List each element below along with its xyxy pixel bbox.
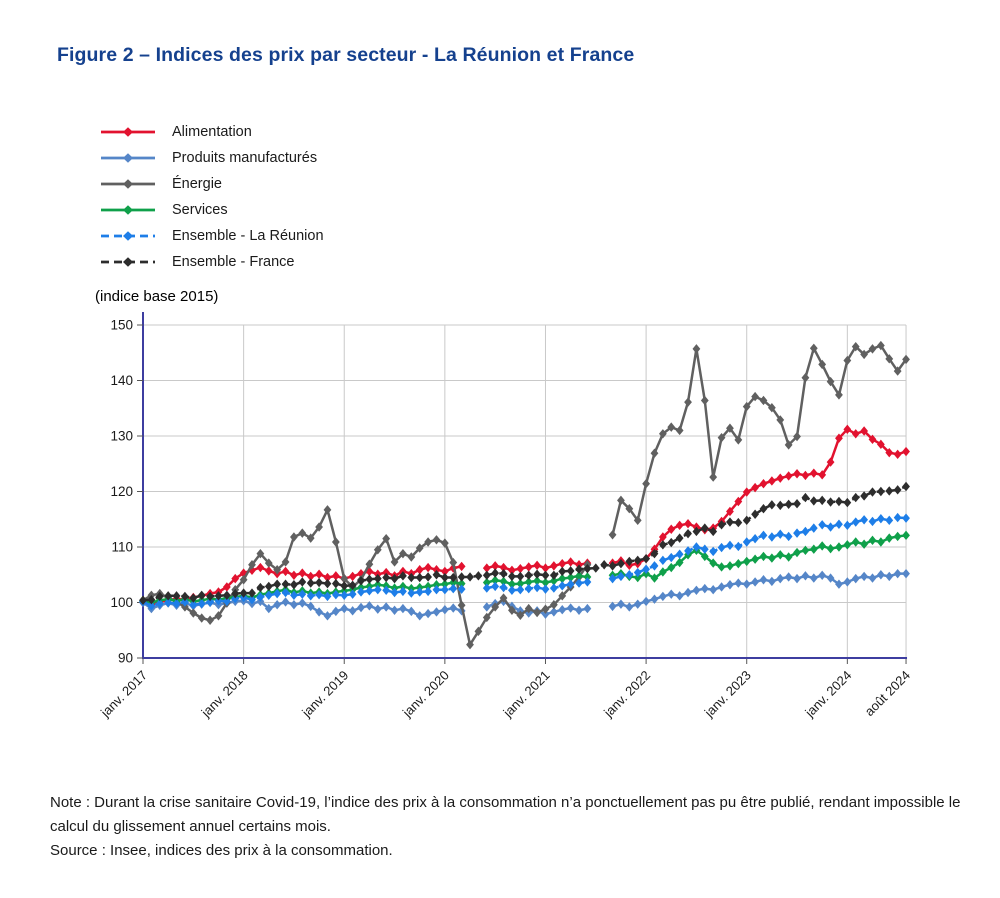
data-point-diamond xyxy=(768,532,776,541)
legend-label: Ensemble - France xyxy=(172,254,295,270)
data-point-diamond xyxy=(818,571,826,580)
data-point-diamond xyxy=(793,499,801,508)
data-point-diamond xyxy=(508,572,516,581)
data-point-diamond xyxy=(860,515,868,524)
data-point-diamond xyxy=(600,560,608,569)
data-point-diamond xyxy=(776,473,784,482)
data-point-diamond xyxy=(877,514,885,523)
data-point-diamond xyxy=(768,553,776,562)
data-point-diamond xyxy=(516,572,524,581)
data-point-diamond xyxy=(298,577,306,586)
data-point-diamond xyxy=(357,576,365,585)
gridlines xyxy=(143,325,906,658)
data-point-diamond xyxy=(709,547,717,556)
data-point-diamond xyxy=(852,537,860,546)
data-point-diamond xyxy=(701,523,709,532)
data-point-diamond xyxy=(827,522,835,531)
data-point-diamond xyxy=(835,497,843,506)
y-tick-label: 110 xyxy=(111,539,133,555)
data-point-diamond xyxy=(718,562,726,571)
data-point-diamond xyxy=(810,545,818,554)
data-point-diamond xyxy=(609,530,617,539)
data-point-diamond xyxy=(843,540,851,549)
data-point-diamond xyxy=(550,561,558,570)
data-point-diamond xyxy=(542,571,550,580)
legend-label: Services xyxy=(172,202,228,218)
data-point-diamond xyxy=(273,579,281,588)
data-point-diamond xyxy=(651,561,659,570)
data-point-diamond xyxy=(567,603,575,612)
data-point-diamond xyxy=(776,550,784,559)
data-point-diamond xyxy=(290,532,298,541)
data-point-diamond xyxy=(852,493,860,502)
data-point-diamond xyxy=(701,396,709,405)
data-point-diamond xyxy=(734,578,742,587)
data-point-diamond xyxy=(332,607,340,616)
data-point-diamond xyxy=(802,493,810,502)
data-point-diamond xyxy=(701,545,709,554)
data-point-diamond xyxy=(751,555,759,564)
data-point-diamond xyxy=(298,598,306,607)
data-point-diamond xyxy=(776,501,784,510)
data-point-diamond xyxy=(902,531,910,540)
data-point-diamond xyxy=(902,513,910,522)
data-point-diamond xyxy=(265,582,273,591)
data-point-diamond xyxy=(835,542,843,551)
data-point-diamond xyxy=(852,517,860,526)
data-point-diamond xyxy=(483,602,491,611)
y-axis-unit-label: (indice base 2015) xyxy=(95,288,219,305)
data-point-diamond xyxy=(516,585,524,594)
data-point-diamond xyxy=(550,583,558,592)
legend-label: Énergie xyxy=(172,176,222,192)
data-point-diamond xyxy=(416,611,424,620)
data-point-diamond xyxy=(424,563,432,572)
data-point-diamond xyxy=(625,602,633,611)
data-point-diamond xyxy=(533,608,541,617)
data-point-diamond xyxy=(441,585,449,594)
data-point-diamond xyxy=(810,468,818,477)
data-point-diamond xyxy=(684,519,692,528)
data-point-diamond xyxy=(785,471,793,480)
data-point-diamond xyxy=(810,523,818,532)
data-point-diamond xyxy=(709,585,717,594)
data-point-diamond xyxy=(542,584,550,593)
data-point-diamond xyxy=(315,569,323,578)
data-point-diamond xyxy=(642,597,650,606)
data-point-diamond xyxy=(684,588,692,597)
data-point-diamond xyxy=(525,584,533,593)
x-tick-label: janv. 2022 xyxy=(600,667,654,720)
data-point-diamond xyxy=(709,472,717,481)
data-point-diamond xyxy=(609,602,617,611)
data-point-diamond xyxy=(726,561,734,570)
data-point-diamond xyxy=(684,529,692,538)
legend-label: Alimentation xyxy=(172,124,252,140)
data-point-diamond xyxy=(324,611,332,620)
data-point-diamond xyxy=(458,562,466,571)
data-point-diamond xyxy=(424,587,432,596)
data-point-diamond xyxy=(793,574,801,583)
x-tick-label: janv. 2024 xyxy=(802,667,855,720)
y-tick-label: 100 xyxy=(110,595,133,610)
data-point-diamond xyxy=(206,616,214,625)
data-point-diamond xyxy=(282,597,290,606)
data-point-diamond xyxy=(693,344,701,353)
data-point-diamond xyxy=(785,572,793,581)
data-point-diamond xyxy=(567,566,575,575)
data-point-diamond xyxy=(869,517,877,526)
data-point-diamond xyxy=(458,572,466,581)
data-point-diamond xyxy=(298,568,306,577)
data-point-diamond xyxy=(894,450,902,459)
data-point-diamond xyxy=(869,573,877,582)
data-point-diamond xyxy=(785,532,793,541)
data-point-diamond xyxy=(625,570,633,579)
figure-notes xyxy=(50,791,995,863)
data-point-diamond xyxy=(642,479,650,488)
data-point-diamond xyxy=(617,599,625,608)
y-tick-label: 120 xyxy=(110,484,133,499)
legend-label: Produits manufacturés xyxy=(172,150,318,166)
data-point-diamond xyxy=(877,537,885,546)
data-point-diamond xyxy=(894,485,902,494)
data-point-diamond xyxy=(533,583,541,592)
data-point-diamond xyxy=(667,553,675,562)
data-point-diamond xyxy=(533,561,541,570)
data-point-diamond xyxy=(785,500,793,509)
source-text: Source : Insee, indices des prix à la consommation. xyxy=(50,842,393,859)
data-point-diamond xyxy=(843,577,851,586)
data-point-diamond xyxy=(198,613,206,622)
data-point-diamond xyxy=(558,581,566,590)
data-point-diamond xyxy=(332,537,340,546)
data-point-diamond xyxy=(743,537,751,546)
data-point-diamond xyxy=(718,543,726,552)
data-point-diamond xyxy=(466,572,474,581)
data-point-diamond xyxy=(734,559,742,568)
y-tick-label: 90 xyxy=(117,650,133,666)
data-point-diamond xyxy=(558,567,566,576)
data-point-diamond xyxy=(885,516,893,525)
data-point-diamond xyxy=(676,533,684,542)
data-point-diamond xyxy=(726,580,734,589)
axes xyxy=(142,312,907,658)
x-tick-label: août 2024 xyxy=(861,667,914,720)
data-point-diamond xyxy=(693,586,701,595)
data-point-diamond xyxy=(768,476,776,485)
data-point-diamond xyxy=(877,487,885,496)
y-tick-label: 150 xyxy=(110,317,133,333)
data-point-diamond xyxy=(793,528,801,537)
data-point-diamond xyxy=(525,562,533,571)
data-point-diamond xyxy=(902,447,910,456)
x-tick-label: janv. 2020 xyxy=(399,667,452,720)
data-point-diamond xyxy=(877,570,885,579)
data-point-diamond xyxy=(785,552,793,561)
data-point-diamond xyxy=(659,592,667,601)
legend-label: Ensemble - La Réunion xyxy=(172,228,324,244)
data-point-diamond xyxy=(558,605,566,614)
data-point-diamond xyxy=(869,536,877,545)
data-point-diamond xyxy=(676,521,684,530)
data-point-diamond xyxy=(885,533,893,542)
data-point-diamond xyxy=(424,572,432,581)
data-point-diamond xyxy=(885,572,893,581)
data-point-diamond xyxy=(458,601,466,610)
data-point-diamond xyxy=(349,606,357,615)
data-point-diamond xyxy=(584,577,592,586)
data-point-diamond xyxy=(256,563,264,572)
data-point-diamond xyxy=(298,528,306,537)
data-point-diamond xyxy=(382,602,390,611)
figure-title: Figure 2 – Indices des prix par secteur - La Réunion et France xyxy=(57,44,635,66)
data-point-diamond xyxy=(500,583,508,592)
data-point-diamond xyxy=(424,609,432,618)
data-point-diamond xyxy=(290,571,298,580)
data-point-diamond xyxy=(307,578,315,587)
data-point-diamond xyxy=(743,557,751,566)
x-tick-label: janv. 2019 xyxy=(299,667,352,720)
data-point-diamond xyxy=(659,556,667,565)
data-point-diamond xyxy=(433,535,441,544)
data-point-diamond xyxy=(332,579,340,588)
data-point-diamond xyxy=(399,604,407,613)
x-tick-label: janv. 2021 xyxy=(500,667,553,720)
data-point-diamond xyxy=(818,520,826,529)
data-point-diamond xyxy=(852,429,860,438)
data-point-diamond xyxy=(282,567,290,576)
data-point-diamond xyxy=(550,571,558,580)
data-point-diamond xyxy=(860,572,868,581)
data-point-diamond xyxy=(776,530,784,539)
data-point-diamond xyxy=(592,563,600,572)
data-point-diamond xyxy=(843,521,851,530)
data-point-diamond xyxy=(256,583,264,592)
data-point-diamond xyxy=(869,487,877,496)
data-point-diamond xyxy=(676,426,684,435)
data-point-diamond xyxy=(525,571,533,580)
data-point-diamond xyxy=(491,582,499,591)
data-point-diamond xyxy=(349,572,357,581)
data-point-diamond xyxy=(751,510,759,519)
data-point-diamond xyxy=(802,571,810,580)
data-point-diamond xyxy=(441,573,449,582)
data-point-diamond xyxy=(575,606,583,615)
data-point-diamond xyxy=(760,575,768,584)
data-point-diamond xyxy=(751,534,759,543)
data-point-diamond xyxy=(475,571,483,580)
x-tick-label: janv. 2023 xyxy=(701,667,754,720)
data-point-diamond xyxy=(491,568,499,577)
data-point-diamond xyxy=(743,579,751,588)
data-point-diamond xyxy=(500,569,508,578)
axis-labels xyxy=(97,318,913,721)
data-point-diamond xyxy=(290,580,298,589)
series-5 xyxy=(139,482,910,605)
data-point-diamond xyxy=(533,569,541,578)
x-tick-label: janv. 2018 xyxy=(198,667,251,720)
data-point-diamond xyxy=(827,544,835,553)
data-point-diamond xyxy=(768,500,776,509)
data-point-diamond xyxy=(340,604,348,613)
data-point-diamond xyxy=(827,497,835,506)
data-point-diamond xyxy=(441,605,449,614)
data-point-diamond xyxy=(734,518,742,527)
data-point-diamond xyxy=(407,607,415,616)
data-point-diamond xyxy=(835,520,843,529)
data-point-diamond xyxy=(802,373,810,382)
data-point-diamond xyxy=(449,584,457,593)
data-point-diamond xyxy=(793,469,801,478)
data-point-diamond xyxy=(726,541,734,550)
data-point-diamond xyxy=(508,586,516,595)
data-point-diamond xyxy=(718,582,726,591)
data-point-diamond xyxy=(818,541,826,550)
note-text: Note : Durant la crise sanitaire Covid-19, l’indice des prix à la consommation n’a ponctuellement pas pu être publié, rendant impossible le calcul du glissement annuel certains mois. xyxy=(50,794,961,835)
data-point-diamond xyxy=(449,603,457,612)
data-point-diamond xyxy=(902,569,910,578)
data-point-diamond xyxy=(894,532,902,541)
data-point-diamond xyxy=(852,574,860,583)
data-point-diamond xyxy=(483,583,491,592)
x-tick-label: janv. 2017 xyxy=(97,667,151,720)
y-tick-label: 140 xyxy=(110,373,133,388)
data-point-diamond xyxy=(701,584,709,593)
data-point-diamond xyxy=(433,607,441,616)
data-point-diamond xyxy=(315,578,323,587)
data-point-diamond xyxy=(684,397,692,406)
data-point-diamond xyxy=(391,606,399,615)
data-point-diamond xyxy=(667,563,675,572)
data-point-diamond xyxy=(726,517,734,526)
data-point-diamond xyxy=(634,599,642,608)
data-point-diamond xyxy=(776,574,784,583)
data-point-diamond xyxy=(902,482,910,491)
data-point-diamond xyxy=(416,573,424,582)
data-point-diamond xyxy=(894,569,902,578)
data-point-diamond xyxy=(818,496,826,505)
data-point-diamond xyxy=(282,579,290,588)
data-point-diamond xyxy=(860,491,868,500)
data-point-diamond xyxy=(760,531,768,540)
data-point-diamond xyxy=(810,573,818,582)
data-point-diamond xyxy=(885,486,893,495)
data-point-diamond xyxy=(751,577,759,586)
data-point-diamond xyxy=(768,577,776,586)
data-point-diamond xyxy=(667,589,675,598)
data-point-diamond xyxy=(365,574,373,583)
data-point-diamond xyxy=(483,571,491,580)
data-point-diamond xyxy=(843,498,851,507)
data-point-diamond xyxy=(676,591,684,600)
data-point-diamond xyxy=(567,557,575,566)
data-point-diamond xyxy=(860,540,868,549)
y-tick-label: 130 xyxy=(110,428,133,444)
data-point-diamond xyxy=(357,603,365,612)
data-point-diamond xyxy=(894,513,902,522)
data-point-diamond xyxy=(676,550,684,559)
data-point-diamond xyxy=(810,496,818,505)
data-point-diamond xyxy=(273,600,281,609)
data-point-diamond xyxy=(374,604,382,613)
data-point-diamond xyxy=(584,604,592,613)
data-point-diamond xyxy=(667,538,675,547)
data-point-diamond xyxy=(734,542,742,551)
data-point-diamond xyxy=(802,527,810,536)
data-point-diamond xyxy=(324,579,332,588)
data-point-diamond xyxy=(290,600,298,609)
data-point-diamond xyxy=(793,548,801,557)
data-point-diamond xyxy=(802,471,810,480)
data-point-diamond xyxy=(760,479,768,488)
data-point-diamond xyxy=(760,552,768,561)
data-point-diamond xyxy=(751,483,759,492)
